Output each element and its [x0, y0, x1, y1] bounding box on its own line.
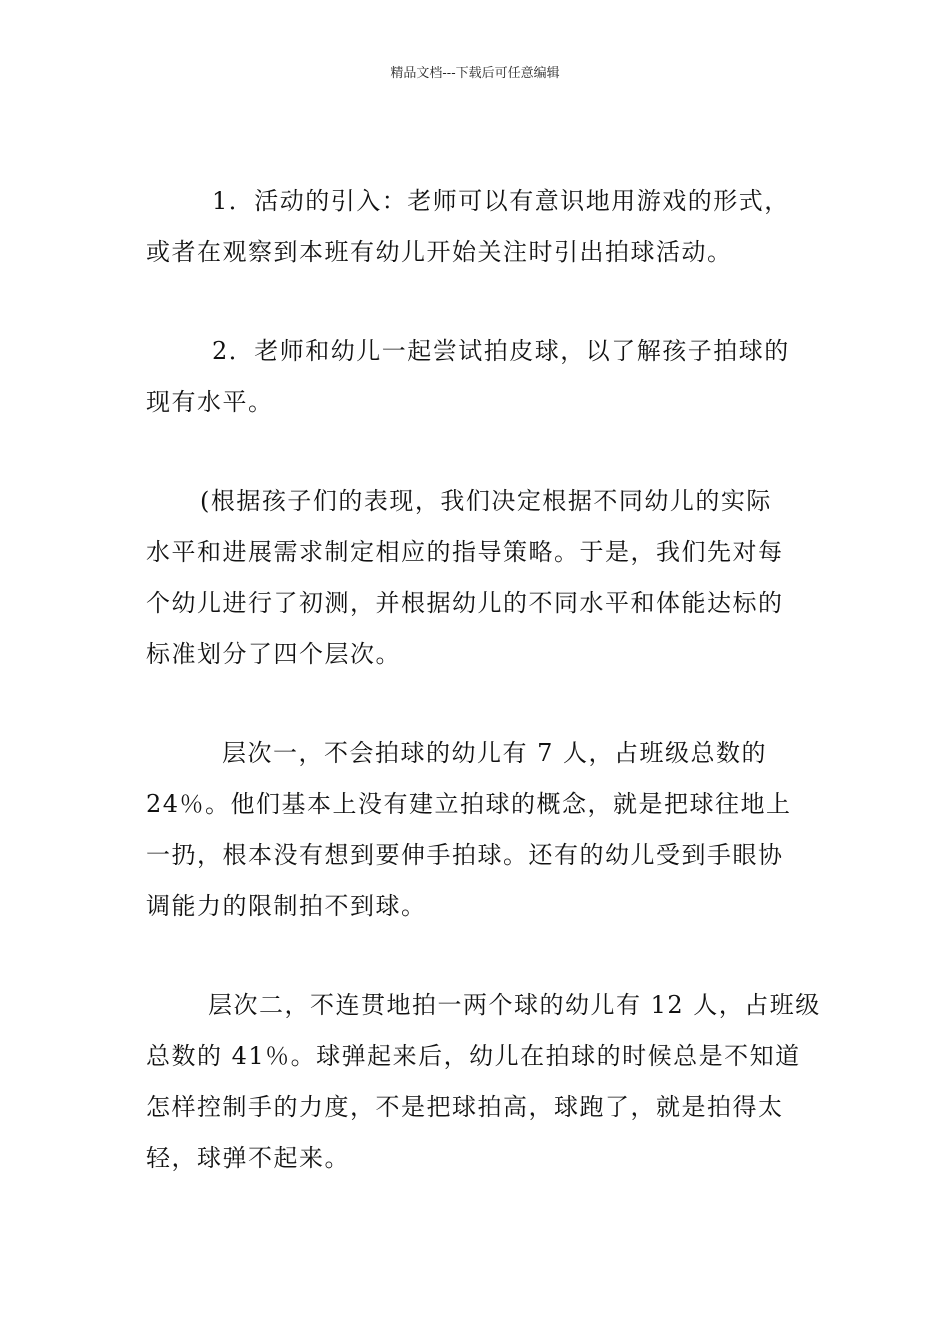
document-body	[146, 176, 821, 1184]
paragraph-2	[146, 326, 806, 428]
paragraph-line: (根据孩子们的表现，我们决定根据不同幼儿的实际	[200, 487, 772, 515]
paragraph-3	[146, 476, 806, 680]
paragraph-line: 24％。他们基本上没有建立拍球的概念，就是把球往地上	[146, 790, 792, 818]
paragraph-5	[146, 980, 821, 1184]
paragraph-line: 2．老师和幼儿一起尝试拍皮球，以了解孩子拍球的	[212, 337, 790, 365]
page-header: 精品文档---下载后可任意编辑	[390, 66, 560, 81]
paragraph-4	[146, 728, 806, 932]
paragraph-line: 水平和进展需求制定相应的指导策略。于是，我们先对每	[146, 538, 784, 566]
paragraph-line: 1．活动的引入：老师可以有意识地用游戏的形式，	[212, 187, 790, 215]
paragraph-line: 轻，球弹不起来。	[146, 1144, 350, 1172]
paragraph-line: 总数的 41％。球弹起来后，幼儿在拍球的时候总是不知道	[146, 1042, 801, 1070]
paragraph-1	[146, 176, 806, 278]
paragraph-line: 调能力的限制拍不到球。	[146, 892, 427, 920]
paragraph-line: 怎样控制手的力度，不是把球拍高，球跑了，就是拍得太	[146, 1093, 784, 1121]
paragraph-line: 一扔，根本没有想到要伸手拍球。还有的幼儿受到手眼协	[146, 841, 784, 869]
paragraph-line: 现有水平。	[146, 388, 274, 416]
paragraph-line: 标准划分了四个层次。	[146, 640, 401, 668]
paragraph-line: 层次一，不会拍球的幼儿有 7 人，占班级总数的	[222, 739, 768, 767]
paragraph-line: 个幼儿进行了初测，并根据幼儿的不同水平和体能达标的	[146, 589, 784, 617]
paragraph-line: 或者在观察到本班有幼儿开始关注时引出拍球活动。	[146, 238, 733, 266]
paragraph-line: 层次二，不连贯地拍一两个球的幼儿有 12 人，占班级	[208, 991, 821, 1019]
